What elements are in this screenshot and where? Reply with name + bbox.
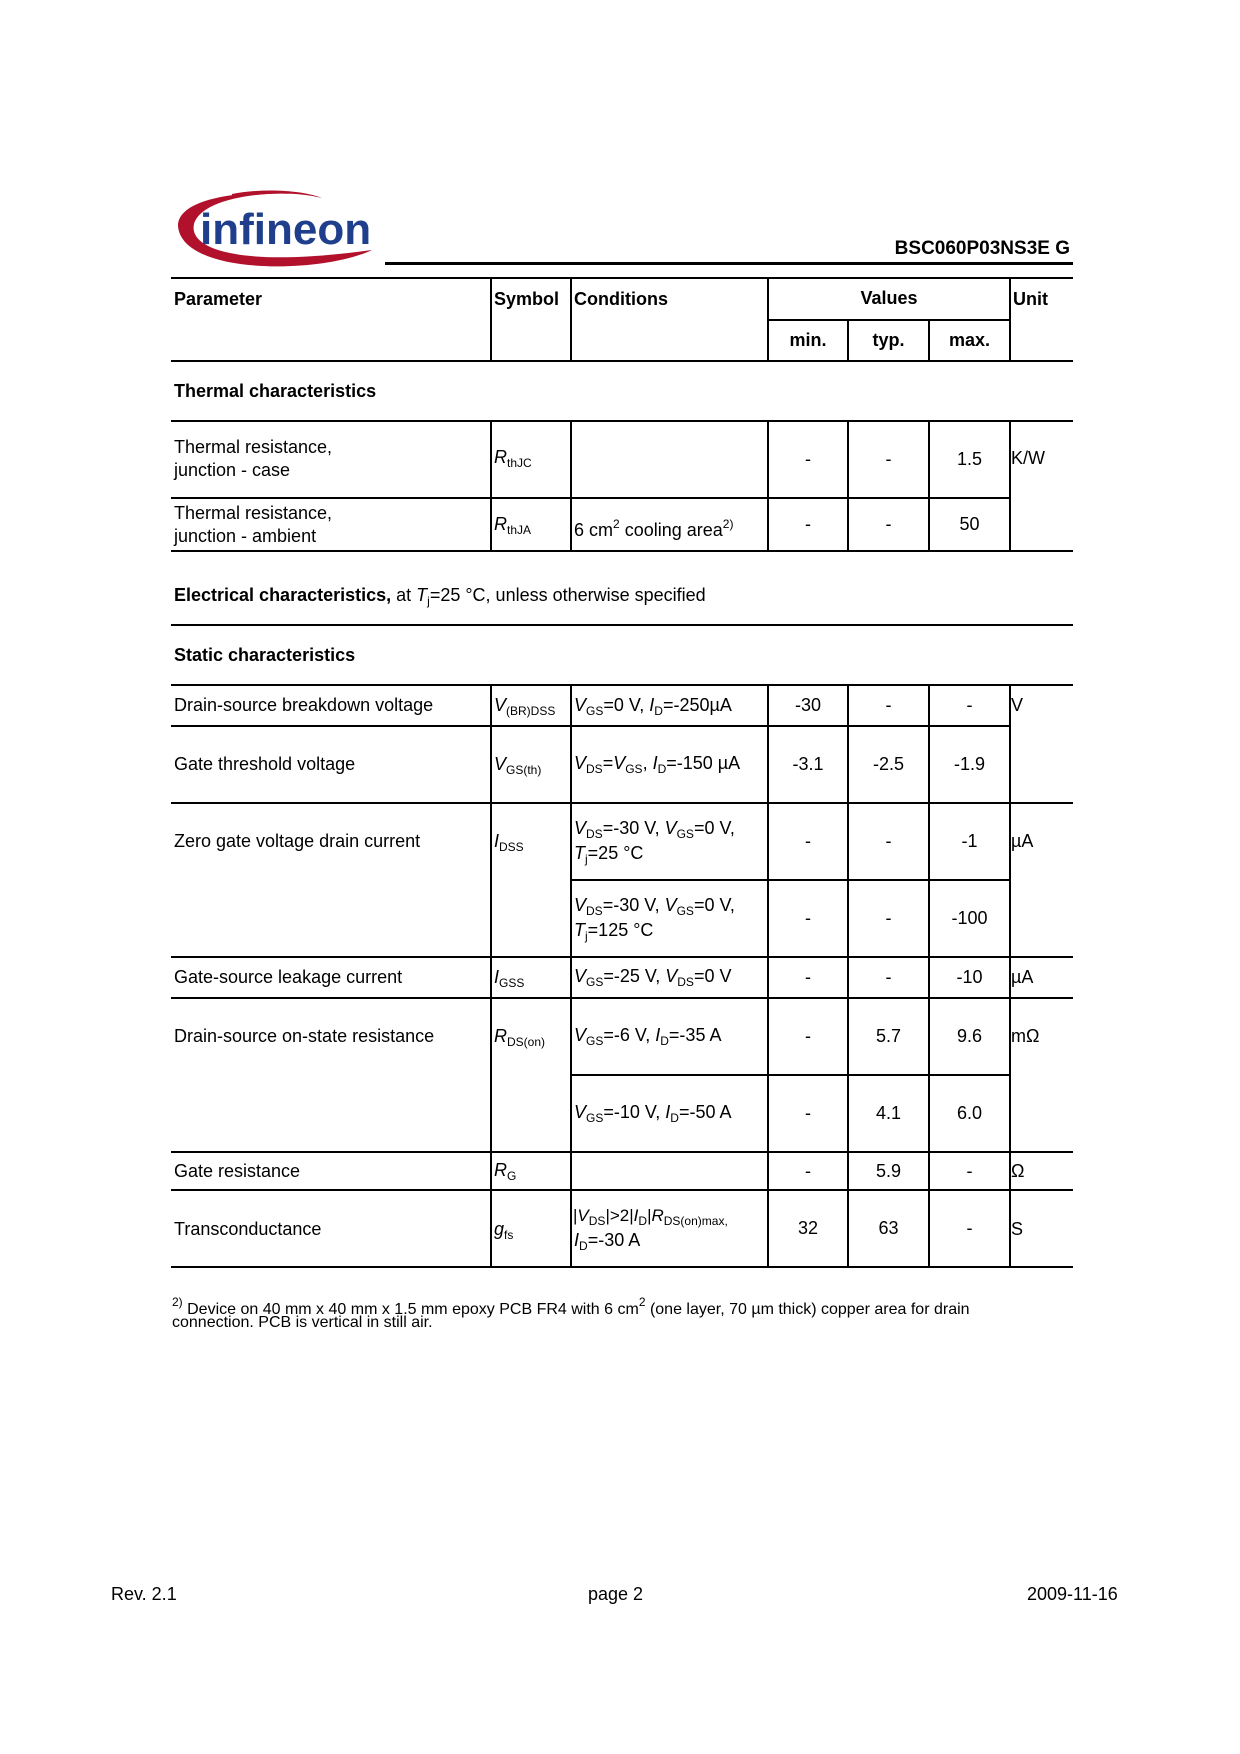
param-threshold: Gate threshold voltage (174, 754, 356, 774)
symbol-igss: $I_{GSS}$ (494, 967, 525, 990)
row-rule (171, 550, 1073, 552)
param-thermal-jc-line1: Thermal resistance, (174, 437, 333, 457)
symbol-idss: $I_{DSS}$ (494, 831, 524, 854)
min-rthja: - (805, 514, 811, 534)
row-rule (570, 1074, 1009, 1076)
cond-rdson-6v: $V_{GS}=-6$ V, $I_D=-35$ A (574, 1025, 722, 1048)
symbol-rdson: $R_{DS(on)}$ (494, 1026, 546, 1049)
col-divider (570, 277, 572, 361)
section-title-thermal: Thermal characteristics (174, 381, 377, 401)
symbol-gfs: $g_{fs}$ (494, 1219, 514, 1242)
typ-transconductance: 63 (878, 1218, 899, 1238)
min-breakdown: -30 (794, 695, 821, 715)
param-zero-gate: Zero gate voltage drain current (174, 831, 421, 851)
cond-zero-gate-125: $V_{DS}=-30$ V, $V_{GS}=0$ V, (574, 895, 735, 918)
max-rdson-6v: 9.6 (956, 1025, 983, 1046)
max-rthjc: 1.5 (956, 449, 983, 469)
header-symbol: Symbol (494, 289, 560, 309)
header-max: max. (948, 330, 991, 350)
max-transconductance: - (966, 1218, 973, 1238)
footer-date: 2009-11-16 (1027, 1584, 1118, 1604)
max-breakdown: - (966, 695, 973, 715)
footnote-line2: connection. PCB is vertical in still air. (172, 1314, 433, 1331)
param-thermal-jc-line2: junction - case (174, 460, 291, 480)
header-values: Values (860, 288, 918, 308)
min-zero-gate-125: - (805, 908, 811, 928)
param-transconductance: Transconductance (174, 1219, 322, 1239)
header-bottom-rule (171, 360, 1073, 362)
typ-breakdown: - (885, 695, 892, 715)
unit-gate-resistance: Ω (1011, 1161, 1025, 1181)
max-zero-gate-125: -100 (951, 908, 988, 928)
cond-zero-gate-25-temp: $T_j=25$ °C (574, 843, 644, 866)
typ-rthjc: - (885, 449, 892, 469)
header-rule (385, 262, 1073, 265)
table-top-rule (171, 277, 1073, 279)
section-title-static: Static characteristics (174, 645, 356, 665)
col-divider (1009, 420, 1011, 551)
col-divider (490, 684, 492, 1267)
max-zero-gate-25: -1 (961, 831, 978, 851)
max-rdson-10v: 6.0 (956, 1102, 983, 1123)
min-threshold: -3.1 (792, 754, 824, 774)
cond-zero-gate-125-temp: $T_j=125$ °C (574, 920, 654, 943)
typ-gate-resistance: 5.9 (875, 1160, 902, 1181)
symbol-vbrdss: $V_{(BR)DSS}$ (494, 695, 556, 718)
footnote-line1: $^{2)}$ Device on 40 mm x 40 mm x 1.5 mm epoxy PCB FR4 with 6 $cm^2$ (one layer, 70 µm thick) copper area for drain (172, 1295, 970, 1318)
unit-leakage: µA (1011, 967, 1034, 987)
symbol-rthja: $R_{thJA}$ (494, 514, 532, 537)
col-divider (490, 420, 492, 551)
unit-transconductance: S (1011, 1219, 1024, 1239)
max-rthja: 50 (959, 514, 980, 534)
unit-thermal: K/W (1011, 448, 1045, 468)
min-rdson-6v: - (805, 1025, 811, 1046)
symbol-vgsth: $V_{GS(th)}$ (494, 754, 542, 777)
table-bottom-rule (171, 1266, 1073, 1268)
param-thermal-ja-line2: junction - ambient (174, 526, 317, 546)
part-number: BSC060P03NS3E G (894, 238, 1070, 259)
col-divider (570, 420, 572, 551)
min-gate-resistance: - (805, 1160, 811, 1181)
min-zero-gate-25: - (805, 831, 811, 851)
cond-transconductance-id: $I_D=-30$ A (574, 1230, 641, 1253)
typ-leakage: - (885, 967, 892, 987)
min-rthjc: - (805, 449, 811, 469)
section-rule (171, 624, 1073, 626)
cond-leakage: $V_{GS}=-25$ V, $V_{DS}=0$ V (574, 966, 732, 989)
unit-voltage: V (1011, 695, 1024, 715)
typ-rdson-10v: 4.1 (875, 1102, 902, 1123)
typ-rdson-6v: 5.7 (875, 1025, 902, 1046)
values-header-rule (769, 319, 1011, 321)
header-typ: typ. (872, 330, 905, 350)
max-gate-resistance: - (966, 1160, 973, 1181)
infineon-logo (172, 188, 382, 278)
cond-threshold: $V_{DS}=V_{GS}$, $I_D=-150$ µA (574, 753, 741, 776)
typ-zero-gate-125: - (885, 908, 892, 928)
col-divider (1009, 277, 1011, 361)
typ-rthja: - (885, 514, 892, 534)
footer-revision: Rev. 2.1 (111, 1584, 177, 1604)
col-divider (490, 277, 492, 361)
typ-zero-gate-25: - (885, 831, 892, 851)
unit-rdson: mΩ (1011, 1026, 1040, 1046)
header-min: min. (789, 330, 827, 350)
param-thermal-ja-line1: Thermal resistance, (174, 503, 333, 523)
min-transconductance: 32 (797, 1218, 819, 1238)
param-gate-resistance: Gate resistance (174, 1161, 301, 1181)
param-breakdown: Drain-source breakdown voltage (174, 695, 434, 715)
symbol-rg: $R_G$ (494, 1160, 517, 1183)
min-rdson-10v: - (805, 1102, 811, 1123)
row-rule (171, 997, 1073, 999)
cond-rdson-10v: $V_{GS}=-10$ V, $I_D=-50$ A (574, 1102, 732, 1125)
header-unit: Unit (1013, 289, 1048, 309)
typ-threshold: -2.5 (872, 754, 905, 774)
header-parameter: Parameter (174, 289, 263, 309)
param-rdson: Drain-source on-state resistance (174, 1026, 435, 1046)
cond-rthja: 6 $cm^2$ cooling area$^{2)}$ (574, 517, 734, 540)
col-divider (570, 684, 572, 1267)
cond-transconductance: $|V_{DS}|>2|I_D|R_{DS(on)max,}$ (573, 1206, 728, 1228)
electrical-title: Electrical characteristics, at $T_j=25$ °C, unless otherwise specified (174, 585, 706, 608)
symbol-rthjc: $R_{thJC}$ (494, 447, 532, 470)
cond-zero-gate-25: $V_{DS}=-30$ V, $V_{GS}=0$ V, (574, 818, 735, 841)
footer-page: page 2 (588, 1584, 644, 1604)
unit-zero-gate: µA (1011, 831, 1034, 851)
max-leakage: -10 (956, 967, 983, 987)
cond-breakdown: $V_{GS}=0$ V, $I_D=-250\mu A$ (574, 695, 732, 718)
param-leakage: Gate-source leakage current (174, 967, 403, 987)
header-conditions: Conditions (574, 289, 668, 309)
min-leakage: - (805, 967, 811, 987)
max-threshold: -1.9 (953, 754, 986, 774)
logo-wordmark: infineon (200, 205, 372, 254)
